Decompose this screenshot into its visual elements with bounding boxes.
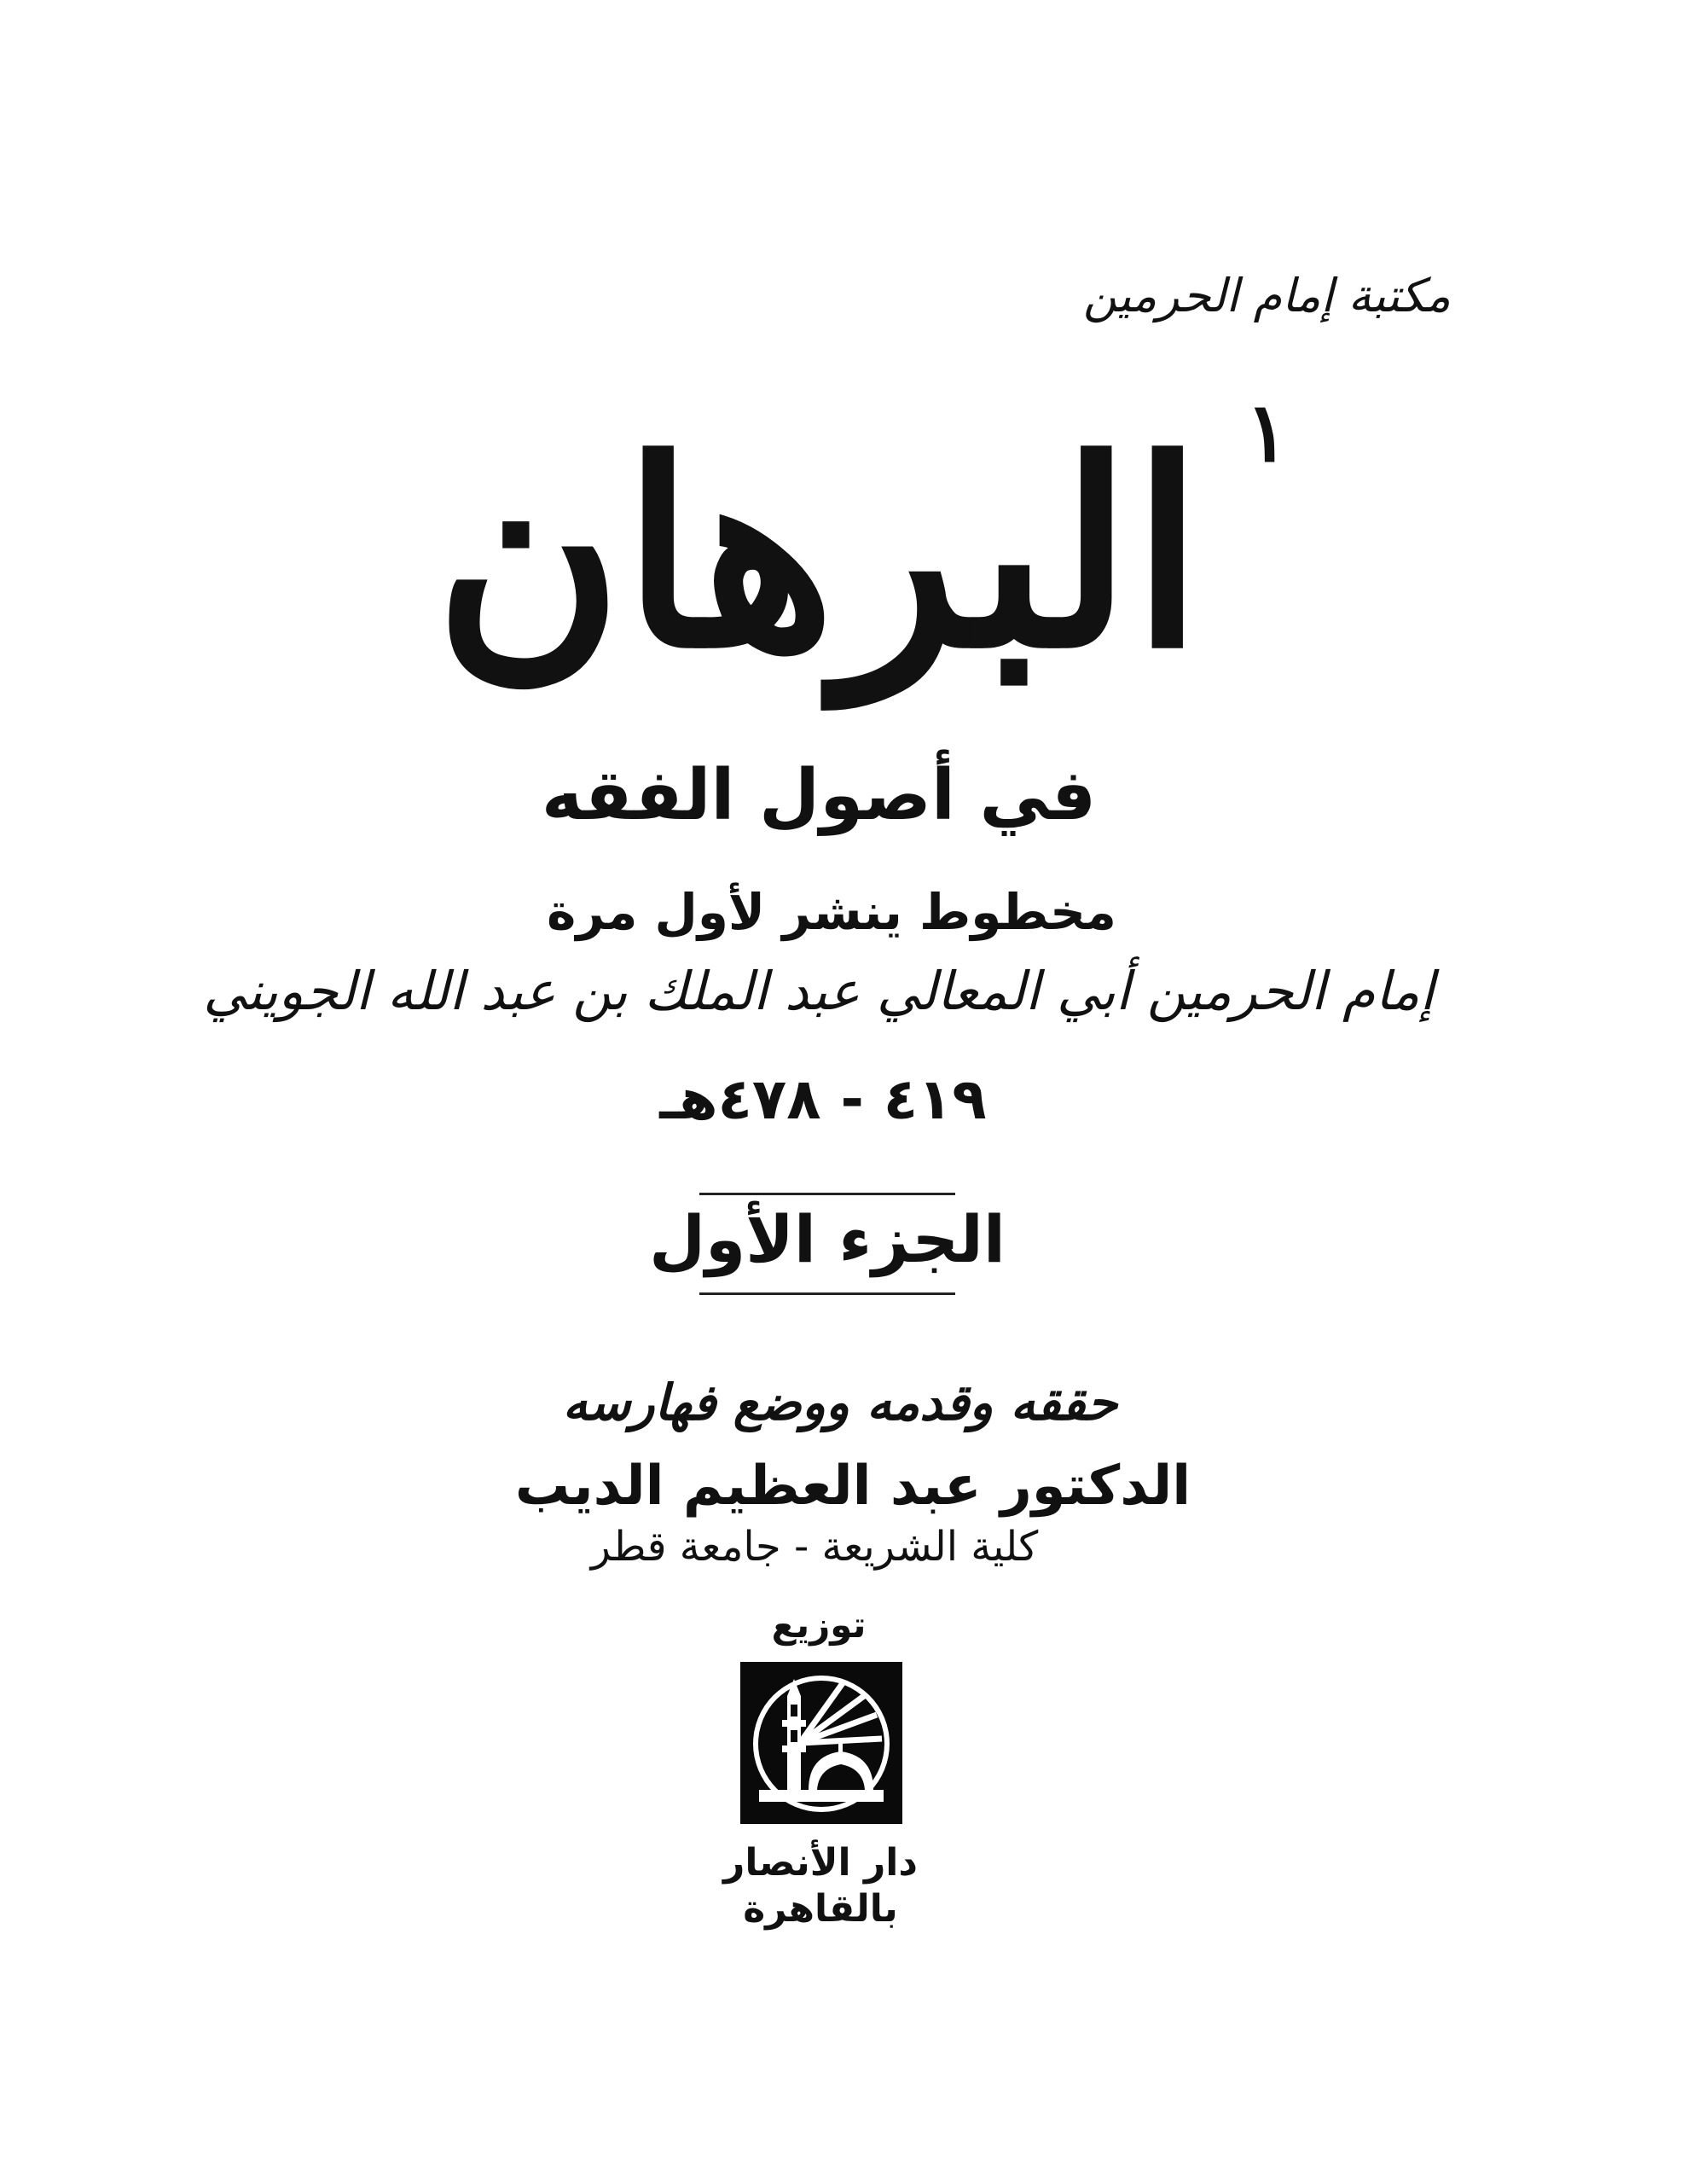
mosque-sunburst-icon: [740, 1662, 902, 1824]
edited-by-line: حققه وقدمه ووضع فهارسه: [562, 1374, 1118, 1432]
editor-affiliation: كلية الشريعة - جامعة قطر: [590, 1523, 1039, 1571]
publisher-city: بالقاهرة: [743, 1887, 898, 1931]
book-title: البرهان: [434, 404, 1203, 705]
divider-bottom: [699, 1292, 955, 1295]
publisher-name: دار الأنصار: [723, 1841, 918, 1885]
distribution-label: توزيع: [771, 1604, 867, 1646]
volume-part: الجزء الأول: [649, 1201, 1006, 1277]
divider-top: [699, 1193, 955, 1195]
book-subtitle: في أصول الفقه: [541, 755, 1097, 836]
author-dates: ٤١٩ - ٤٧٨هـ: [659, 1066, 987, 1132]
series-name: مكتبة إمام الحرمين: [1083, 269, 1451, 322]
editor-name: الدكتور عبد العظيم الديب: [514, 1455, 1191, 1518]
volume-number: ١: [1245, 384, 1290, 480]
author-name: إمام الحرمين أبي المعالي عبد الملك بن عبد الله الجويني: [203, 960, 1435, 1022]
edition-note: مخطوط ينشر لأول مرة: [547, 883, 1116, 941]
